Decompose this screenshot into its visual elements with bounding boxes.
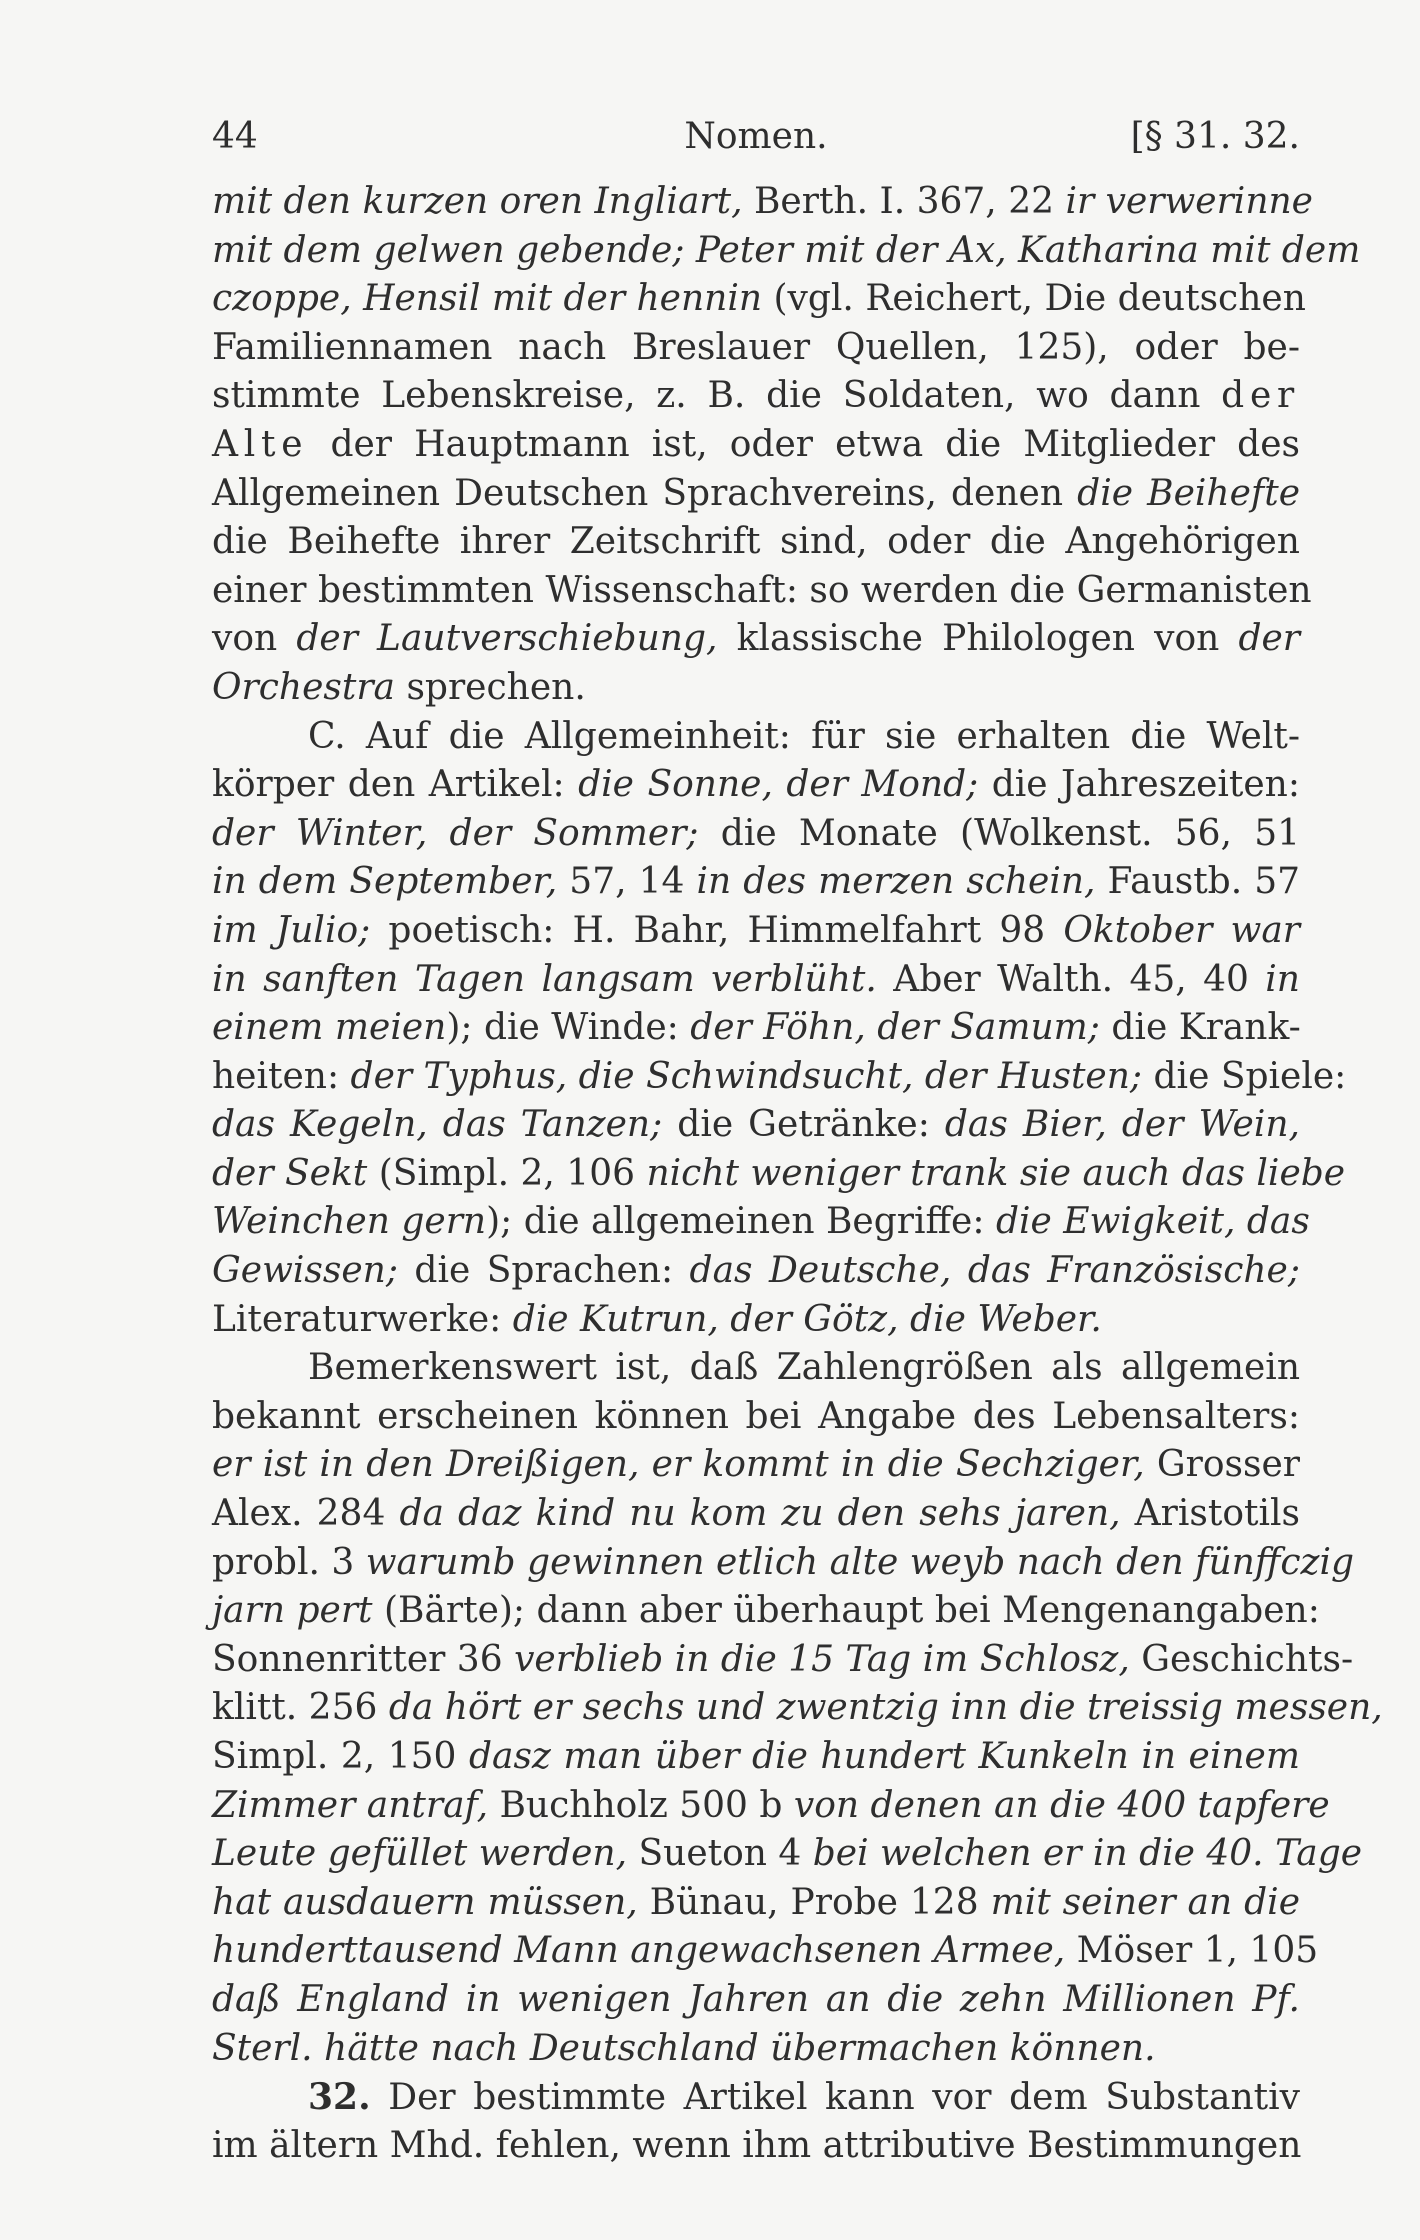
text-line: klitt. 256 da hört er sechs und zwentzig inn die treissig messen, bbox=[212, 1687, 1383, 1729]
text-line: mit den kurzen oren Ingliart, Berth. I. 367, 22 ir verwerinne bbox=[212, 181, 1313, 222]
text-line: Alte der Hauptmann ist, oder etwa die Mitglieder des bbox=[212, 423, 1300, 465]
text-line: Zimmer antraf, Buchholz 500 b von denen an die 400 tapfere bbox=[212, 1784, 1330, 1826]
text-line: der Sekt (Simpl. 2, 106 nicht weniger trank sie auch das liebe bbox=[212, 1152, 1346, 1194]
spaced-emphasis: der bbox=[1221, 375, 1300, 417]
page-number: 44 bbox=[212, 116, 258, 157]
italic-citation: hat ausdauern müssen, bbox=[212, 1881, 638, 1923]
italic-citation: Orchestra bbox=[212, 666, 395, 708]
text-line: Gewissen; die Sprachen: das Deutsche, das Französische; bbox=[212, 1250, 1300, 1292]
italic-citation: die Ewigkeit, das bbox=[995, 1201, 1310, 1243]
italic-citation: der Typhus, die Schwindsucht, der Husten; bbox=[350, 1055, 1143, 1097]
text-line: Weinchen gern); die allgemeinen Begriffe: die Ewigkeit, das bbox=[212, 1201, 1310, 1243]
text-line: czoppe, Hensil mit der hennin (vgl. Reichert, Die deutschen bbox=[212, 278, 1306, 320]
running-header bbox=[212, 112, 1300, 162]
italic-citation: der Winter, der Sommer; bbox=[212, 812, 699, 854]
italic-citation: Oktober war bbox=[1063, 909, 1300, 951]
italic-citation: czoppe, Hensil mit der hennin bbox=[212, 278, 763, 320]
text-line: von der Lautverschiebung, klassische Philologen von der bbox=[212, 618, 1301, 660]
text-line: in dem September, 57, 14 in des merzen schein, Faustb. 57 bbox=[212, 861, 1301, 903]
text-line: in sanften Tagen langsam verblüht. Aber Walth. 45, 40 in bbox=[212, 958, 1300, 1000]
italic-citation: Zimmer antraf, bbox=[212, 1784, 489, 1826]
text-line: die Beihefte ihrer Zeitschrift sind, oder die Angehörigen bbox=[212, 521, 1300, 563]
text-line: Sonnenritter 36 verblieb in die 15 Tag im Schlosz, Geschichts- bbox=[212, 1638, 1354, 1680]
italic-citation: bei welchen er in die 40. Tage bbox=[812, 1833, 1363, 1875]
italic-citation: mit den kurzen oren Ingliart, bbox=[212, 181, 743, 222]
italic-citation: Peter mit der Ax, Katharina mit dem bbox=[695, 229, 1361, 271]
italic-citation: die Sonne, der Mond; bbox=[578, 764, 979, 806]
text-line: Allgemeinen Deutschen Sprachvereins, denen die Beihefte bbox=[212, 472, 1301, 514]
italic-citation: warumb gewinnen etlich alte weyb nach den fünffczig bbox=[365, 1541, 1355, 1583]
text-line: bekannt erscheinen können bei Angabe des Lebensalters: bbox=[212, 1395, 1300, 1437]
text-line: Leute gefüllet werden, Sueton 4 bei welchen er in die 40. Tage bbox=[212, 1833, 1363, 1875]
text-line: hat ausdauern müssen, Bünau, Probe 128 mit seiner an die bbox=[212, 1881, 1300, 1923]
text-line: heiten: der Typhus, die Schwindsucht, der Husten; die Spiele: bbox=[212, 1055, 1347, 1097]
text-line: einer bestimmten Wissenschaft: so werden die Germanisten bbox=[212, 569, 1312, 611]
text-line: hunderttausend Mann angewachsenen Armee, Möser 1, 105 bbox=[212, 1930, 1319, 1972]
italic-citation: in dem September, bbox=[212, 861, 558, 903]
section-number: 32. bbox=[308, 2076, 371, 2119]
italic-citation: einem meien bbox=[212, 1007, 447, 1049]
italic-citation: jarn pert bbox=[212, 1590, 373, 1632]
text-line: probl. 3 warumb gewinnen etlich alte weyb nach den fünffczig bbox=[212, 1541, 1355, 1583]
italic-citation: Weinchen gern bbox=[212, 1201, 487, 1243]
italic-citation: der Lautverschiebung, bbox=[296, 618, 718, 660]
text-line: der Winter, der Sommer; die Monate (Wolkenst. 56, 51 bbox=[212, 812, 1300, 854]
italic-citation: die Kutrun, der Götz, die Weber. bbox=[512, 1298, 1102, 1340]
italic-citation: im Julio; bbox=[212, 909, 371, 951]
text-line: Orchestra sprechen. bbox=[212, 666, 586, 708]
text-line: er ist in den Dreißigen, er kommt in die Sechziger, Grosser bbox=[212, 1444, 1301, 1486]
text-line bbox=[212, 1976, 1300, 2025]
text-line: jarn pert (Bärte); dann aber überhaupt bei Mengenangaben: bbox=[212, 1590, 1320, 1632]
italic-citation: Sterl. hätte nach Deutschland übermachen können. bbox=[212, 2027, 1156, 2069]
paragraph-start-line: Bemerkenswert ist, daß Zahlengrößen als allgemein bbox=[308, 1347, 1300, 1389]
italic-citation: hunderttausend Mann angewachsenen Armee, bbox=[212, 1930, 1066, 1972]
text-line: Literaturwerke: die Kutrun, der Götz, die Weber. bbox=[212, 1298, 1102, 1340]
text-line: das Kegeln, das Tanzen; die Getränke: das Bier, der Wein, bbox=[212, 1104, 1300, 1146]
italic-citation: in sanften Tagen langsam verblüht. bbox=[212, 958, 877, 1000]
italic-citation: von denen an die 400 tapfere bbox=[793, 1784, 1330, 1826]
italic-citation: da hört er sechs und zwentzig inn die treissig messen, bbox=[388, 1687, 1383, 1729]
italic-citation: da daz kind nu kom zu den sehs jaren, bbox=[399, 1493, 1121, 1535]
section-32-start-line: 32. Der bestimmte Artikel kann vor dem Substantiv bbox=[308, 2076, 1300, 2119]
text-line: körper den Artikel: die Sonne, der Mond; die Jahreszeiten: bbox=[212, 764, 1300, 806]
italic-citation: der Föhn, der Samum; bbox=[690, 1007, 1100, 1049]
italic-citation: das Bier, der Wein, bbox=[944, 1104, 1300, 1146]
text-line: Simpl. 2, 150 dasz man über die hundert Kunkeln in einem bbox=[212, 1736, 1300, 1777]
italic-citation: der bbox=[1238, 618, 1301, 660]
italic-citation: dasz man über die hundert Kunkeln in einem bbox=[468, 1736, 1300, 1777]
italic-citation: in des merzen schein, bbox=[696, 861, 1096, 903]
italic-citation: mit seiner an die bbox=[990, 1881, 1300, 1923]
italic-citation: das Deutsche, das Französische; bbox=[689, 1250, 1300, 1292]
text-line bbox=[212, 2025, 1300, 2074]
section-reference: [§ 31. 32. bbox=[1130, 116, 1300, 157]
main-text bbox=[212, 178, 1383, 2170]
italic-citation: in bbox=[1265, 958, 1300, 1000]
running-title: Nomen. bbox=[684, 116, 828, 157]
italic-citation: ir verwerinne bbox=[1065, 181, 1313, 222]
italic-citation: Gewissen; bbox=[212, 1250, 398, 1292]
text-line bbox=[212, 227, 1361, 276]
italic-citation: daß England in wenigen Jahren an die zehn Millionen Pf. bbox=[212, 1978, 1300, 2020]
text-line: Alex. 284 da daz kind nu kom zu den sehs jaren, Aristotils bbox=[212, 1493, 1300, 1535]
spaced-emphasis: Alte bbox=[212, 423, 309, 465]
text-line: einem meien); die Winde: der Föhn, der Samum; die Krank- bbox=[212, 1007, 1301, 1049]
text-line: im ältern Mhd. fehlen, wenn ihm attributive Bestimmungen bbox=[212, 2124, 1302, 2166]
italic-citation: verblieb in die 15 Tag im Schlosz, bbox=[514, 1638, 1130, 1680]
italic-citation: mit dem gelwen gebende; bbox=[212, 229, 685, 271]
italic-citation: er ist in den Dreißigen, er kommt in die Sechziger, bbox=[212, 1444, 1145, 1486]
paragraph-start-line: C. Auf die Allgemeinheit: für sie erhalten die Welt- bbox=[308, 715, 1300, 757]
italic-citation: nicht weniger trank sie auch das liebe bbox=[646, 1152, 1346, 1194]
text-line: im Julio; poetisch: H. Bahr, Himmelfahrt 98 Oktober war bbox=[212, 909, 1300, 951]
text-line: Familiennamen nach Breslauer Quellen, 125), oder be- bbox=[212, 326, 1300, 368]
text-line: stimmte Lebenskreise, z. B. die Soldaten, wo dann der bbox=[212, 375, 1300, 417]
italic-citation: Leute gefüllet werden, bbox=[212, 1833, 628, 1875]
italic-citation: der Sekt bbox=[212, 1152, 368, 1194]
italic-citation: das Kegeln, das Tanzen; bbox=[212, 1104, 663, 1146]
italic-citation: die Beihefte bbox=[1077, 472, 1301, 514]
